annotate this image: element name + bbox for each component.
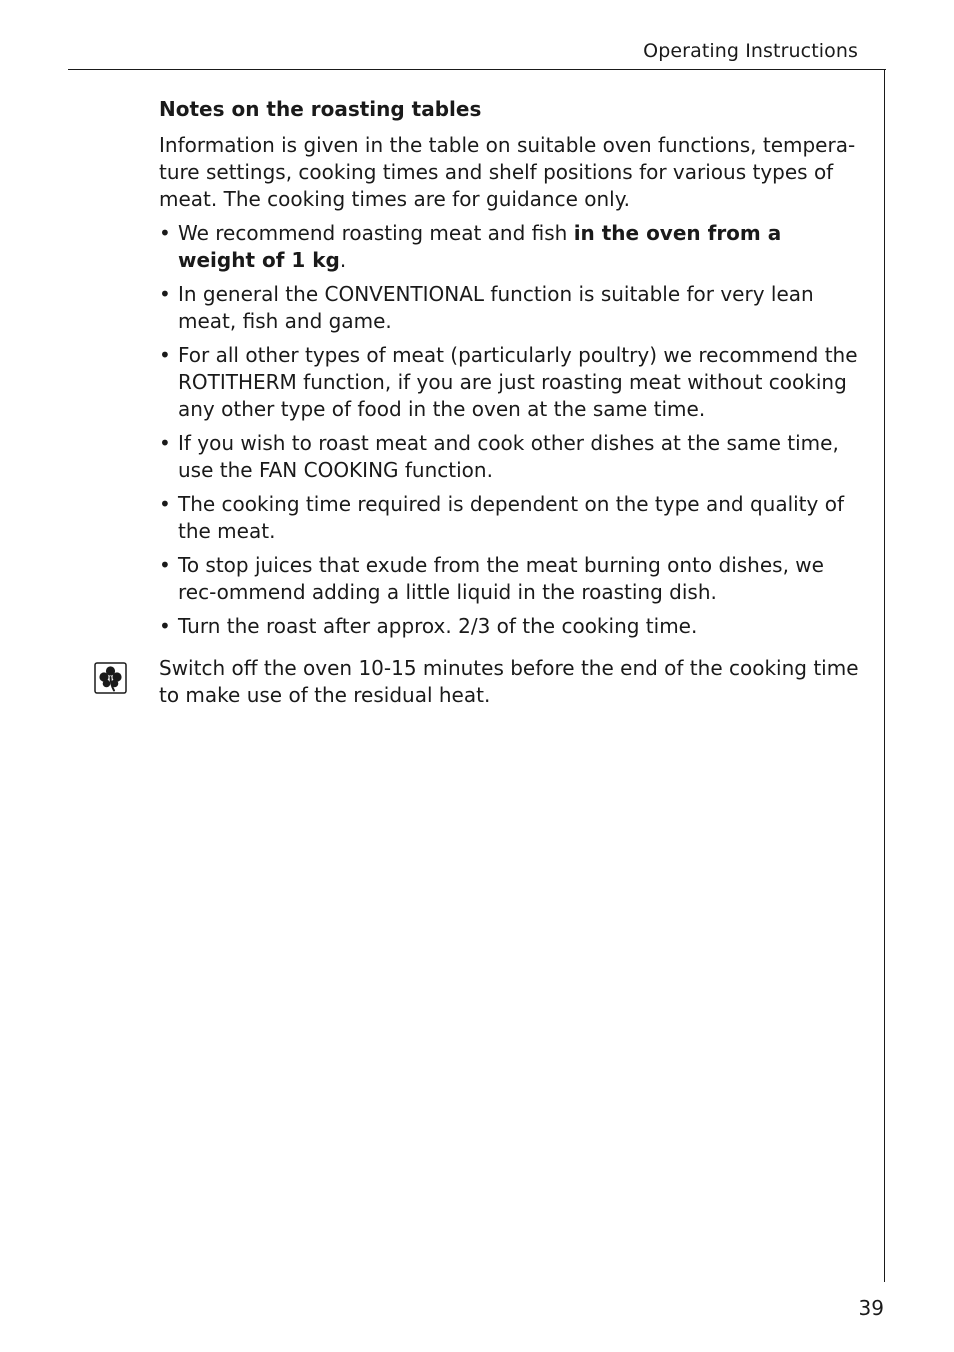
bullet-dot: • [159, 343, 171, 367]
list-item-text: We recommend roasting meat and fish [178, 221, 574, 245]
page-number: 39 [858, 1296, 884, 1320]
list-item-text: Turn the roast after approx. 2/3 of the cooking time. [178, 614, 698, 638]
list-item-text: The cooking time required is dependent on the type and quality of the meat. [178, 492, 844, 543]
bullet-dot: • [159, 282, 171, 306]
bullet-dot: • [159, 492, 171, 516]
list-item [159, 552, 863, 606]
bullet-dot: • [159, 431, 171, 455]
tip-text: Switch off the oven 10-15 minutes before the end of the cooking time to make use of the residual heat. [159, 656, 859, 707]
bullet-dot: • [159, 553, 171, 577]
notes-list [159, 220, 863, 640]
header-rule [68, 69, 886, 70]
running-header: Operating Instructions [643, 40, 858, 62]
list-item [159, 491, 863, 545]
list-item-text: To stop juices that exude from the meat burning onto dishes, we rec-ommend adding a little liquid in the roasting dish. [178, 553, 824, 604]
cloverleaf-icon [94, 662, 127, 694]
list-item [159, 342, 863, 423]
list-item [159, 430, 863, 484]
list-item-text: For all other types of meat (particularly poultry) we recommend the ROTITHERM function, if you are just roasting meat without cooking any other type of food in the oven at the same time. [178, 343, 858, 421]
bullet-dot: • [159, 614, 171, 638]
list-item-text: If you wish to roast meat and cook other dishes at the same time, use the FAN COOKING function. [178, 431, 839, 482]
intro-paragraph: Information is given in the table on suitable oven functions, tempera-ture settings, cooking times and shelf positions for various types of meat. The cooking times are for guidance only. [159, 133, 856, 211]
section-heading: Notes on the roasting tables [159, 97, 482, 121]
list-item [159, 281, 863, 335]
bullet-dot: • [159, 221, 171, 245]
list-item-emphasis: in the oven from a weight of 1 kg [178, 221, 782, 272]
list-item [159, 613, 863, 640]
main-content [159, 96, 863, 647]
list-item-text: In general the CONVENTIONAL function is suitable for very lean meat, fish and game. [178, 282, 814, 333]
list-item-punctuation: . [339, 248, 347, 272]
margin-rule [884, 69, 885, 1282]
list-item [159, 220, 863, 274]
